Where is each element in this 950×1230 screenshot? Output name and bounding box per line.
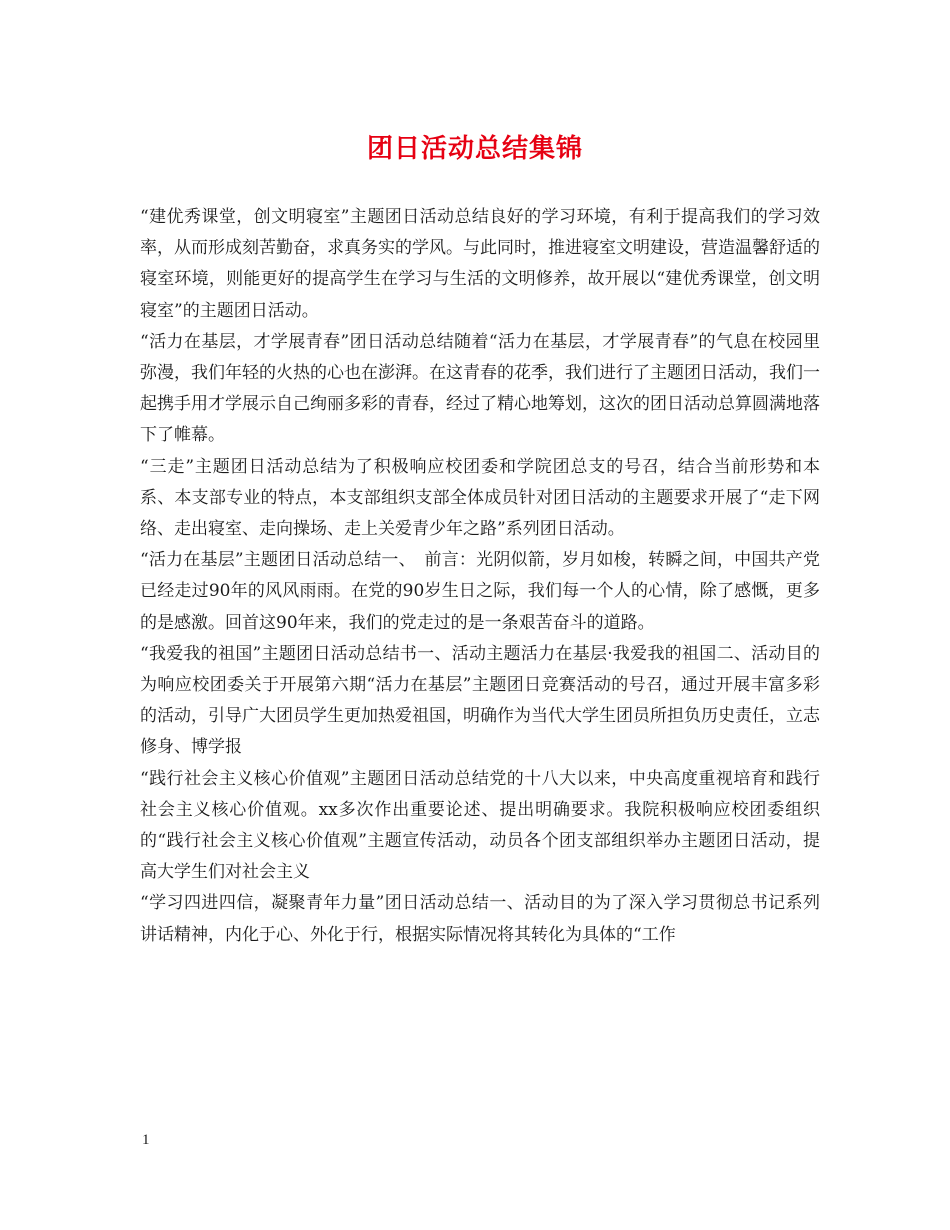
document-body <box>140 202 820 951</box>
paragraph-3: “三走”主题团日活动总结为了积极响应校团委和学院团总支的号召，结合当前形势和本系、本支部专业的特点，本支部组织支部全体成员针对团日活动的主题要求开展了“走下网络、走出寝室、走向操场、走上关爱青少年之路”系列团日活动。 <box>140 456 820 540</box>
paragraph-4: “活力在基层”主题团日活动总结一、 前言：光阴似箭，岁月如梭，转瞬之间，中国共产党已经走过90年的风风雨雨。在党的90岁生日之际，我们每一个人的心情，除了感慨，更多的是感激。回首这90年来，我们的党走过的是一条艰苦奋斗的道路。 <box>140 550 820 633</box>
paragraph-2: “活力在基层，才学展青春”团日活动总结随着“活力在基层，才学展青春”的气息在校园里弥漫，我们年轻的火热的心也在澎湃。在这青春的花季，我们进行了主题团日活动，我们一起携手用才学展示自己绚丽多彩的青春，经过了精心地筹划，这次的团日活动总算圆满地落下了帷幕。 <box>140 331 820 446</box>
paragraph-7: “学习四进四信，凝聚青年力量”团日活动总结一、活动目的为了深入学习贯彻总书记系列讲话精神，内化于心、外化于行，根据实际情况将其转化为具体的“工作 <box>140 893 820 945</box>
document-title: 团日活动总结集锦 <box>366 134 583 164</box>
paragraph-5: “我爱我的祖国”主题团日活动总结书一、活动主题活力在基层·我爱我的祖国二、活动目的为响应校团委关于开展第六期“活力在基层”主题团日竞赛活动的号召，通过开展丰富多彩的活动，引导广大团员学生更加热爱祖国，明确作为当代大学生团员所担负历史责任，立志修身、博学报 <box>140 643 820 758</box>
page-number: 1 <box>142 1132 150 1148</box>
paragraph-6: “践行社会主义核心价值观”主题团日活动总结党的十八大以来，中央高度重视培育和践行社会主义核心价值观。xx多次作出重要论述、提出明确要求。我院积极响应校团委组织的“践行社会主义核心价值观”主题宣传活动，动员各个团支部组织举办主题团日活动，提高大学生们对社会主义 <box>140 768 820 883</box>
paragraph-1: “建优秀课堂，创文明寝室”主题团日活动总结良好的学习环境，有利于提高我们的学习效率，从而形成刻苦勤奋，求真务实的学风。与此同时，推进寝室文明建设，营造温馨舒适的寝室环境，则能更好的提高学生在学习与生活的文明修养，故开展以“建优秀课堂，创文明寝室”的主题团日活动。 <box>140 207 820 321</box>
